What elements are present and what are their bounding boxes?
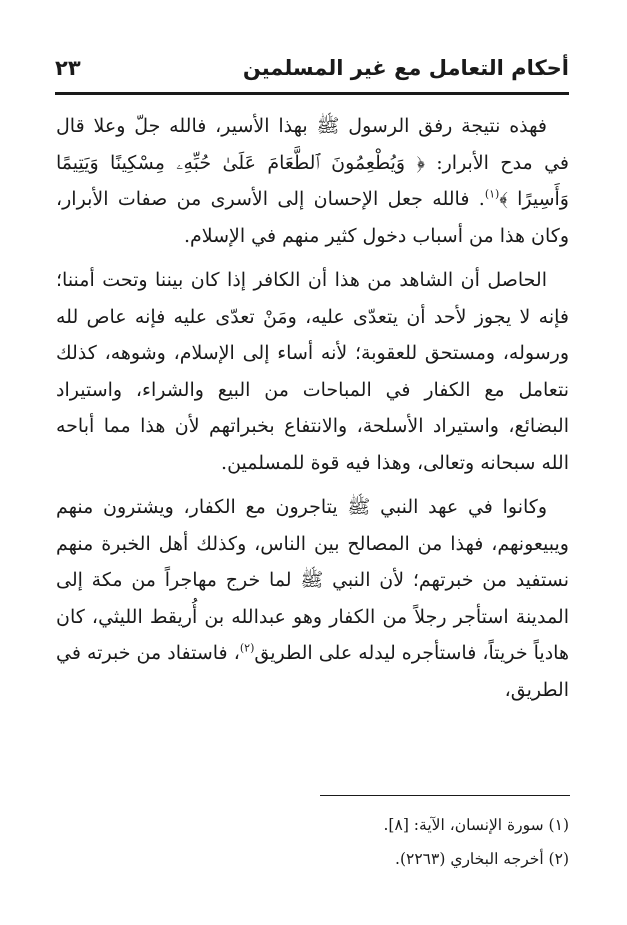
header-divider: [55, 92, 569, 95]
footnote-1: (١) سورة الإنسان، الآية: [٨].: [383, 816, 569, 834]
footnote-ref-2: (٢): [239, 641, 255, 655]
header-title: أحكام التعامل مع غير المسلمين: [242, 56, 569, 80]
footnote-divider: [320, 795, 570, 796]
main-text: [56, 108, 569, 708]
paragraph-2: الحاصل أن الشاهد من هذا أن الكافر إذا كان بيننا وتحت أمننا؛ فإنه لا يجوز لأحد أن يتعدّى عليه، ومَنْ تعدّى عليه فإنه عاص لله ورسوله، ومستحق للعقوبة؛ لأنه أساء إلى الإسلام، وشوهه، كذلك نتعامل مع الكفار في المباحات من البيع والشراء، واستيراد البضائع، واستيراد الأسلحة، والانتفاع بخبراتهم لأن هذا مما أباحه الله سبحانه وتعالى، وهذا فيه قوة للمسلمين.: [56, 269, 569, 474]
running-header: [55, 52, 569, 88]
paragraph-1-text-a: فهذه نتيجة رفق الرسول ﷺ بهذا الأسير، فالله جلّ وعلا قال في مدح الأبرار: ﴿ وَيُطْعِمُونَ ٱلطَّعَامَ عَلَىٰ حُبِّهِۦ مِسْكِينًا وَيَتِيمًا وَأَسِيرًا ﴾: [56, 115, 569, 210]
footnote-2: (٢) أخرجه البخاري (٢٢٦٣).: [395, 850, 569, 868]
paragraph-3-text-b: ، فاستفاد من خبرته في الطريق،: [56, 642, 569, 701]
paragraph-1-text-b: . فالله جعل الإحسان إلى الأسرى من صفات الأبرار، وكان هذا من أسباب دخول كثير منهم في الإسلام.: [56, 188, 569, 247]
footnote-ref-1: (١): [484, 187, 500, 201]
footnotes: [56, 808, 569, 876]
paragraph-1: [56, 108, 569, 254]
paragraph-3-text-a: وكانوا في عهد النبي ﷺ يتاجرون مع الكفار، ويشترون منهم ويبيعونهم، فهذا من المصالح بين الناس، وكذلك أهل الخبرة منهم نستفيد من خبرتهم؛ لأن النبي ﷺ لما خرج مهاجراً من مكة إلى المدينة استأجر رجلاً من الكفار وهو عبدالله بن أُريقط الليثي، كان هادياً خريتاً، فاستأجره ليدله على الطريق: [56, 496, 569, 664]
page-number: ٢٣: [55, 56, 81, 80]
paragraph-3: [56, 489, 569, 708]
